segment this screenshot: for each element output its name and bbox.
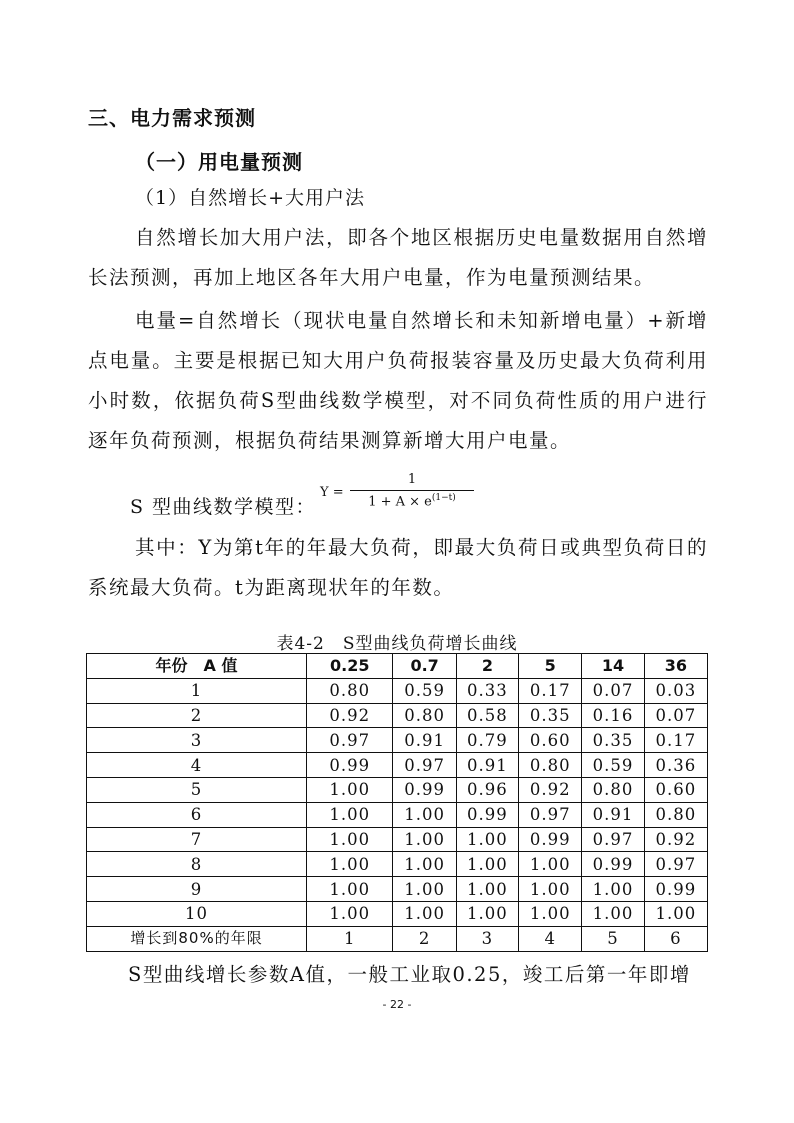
value-cell: 0.80 xyxy=(644,802,707,827)
value-cell: 1.00 xyxy=(582,877,644,902)
value-cell: 0.91 xyxy=(582,802,644,827)
value-cell: 1.00 xyxy=(393,802,456,827)
paragraph-a-value-note: S型曲线增长参数A值，一般工业取0.25，竣工后第一年即增 xyxy=(128,963,691,986)
year-cell: 9 xyxy=(87,877,307,902)
value-cell: 0.17 xyxy=(519,678,582,703)
value-cell: 1.00 xyxy=(307,827,393,852)
year-cell: 3 xyxy=(87,728,307,753)
value-cell: 0.59 xyxy=(582,753,644,778)
value-cell: 1.00 xyxy=(393,827,456,852)
value-cell: 0.79 xyxy=(456,728,518,753)
table-header-row xyxy=(87,654,708,679)
table-row xyxy=(87,852,708,877)
formula-lhs: Y = xyxy=(320,485,344,500)
footer-label-cell: 增长到80%的年限 xyxy=(87,926,307,951)
value-cell: 0.60 xyxy=(519,728,582,753)
table-row xyxy=(87,678,708,703)
value-cell: 1.00 xyxy=(456,852,518,877)
formula-fraction xyxy=(350,470,474,509)
table-row xyxy=(87,877,708,902)
method-heading: （1）自然增长+大用户法 xyxy=(135,187,366,209)
value-cell: 0.97 xyxy=(519,802,582,827)
year-cell: 7 xyxy=(87,827,307,852)
value-cell: 0.35 xyxy=(582,728,644,753)
value-cell: 1.00 xyxy=(307,777,393,802)
paragraph-electricity-formula: 电量=自然增长（现状电量自然增长和未知新增电量）+新增点电量。主要是根据已知大用户负荷报装容量及历史最大负荷利用小时数，依据负荷S型曲线数学模型，对不同负荷性质的用户进行逐年负荷预测，根据负荷结果测算新增大用户电量。 xyxy=(88,309,708,452)
section-heading: 三、电力需求预测 xyxy=(88,106,256,130)
value-cell: 1.00 xyxy=(307,877,393,902)
value-cell: 0.92 xyxy=(519,777,582,802)
year-cell: 4 xyxy=(87,753,307,778)
value-cell: 0.99 xyxy=(519,827,582,852)
value-cell: 0.97 xyxy=(393,753,456,778)
page-number: - 22 - xyxy=(382,998,412,1011)
formula-denominator xyxy=(350,491,474,509)
value-cell: 1.00 xyxy=(519,901,582,926)
footer-value-cell: 4 xyxy=(519,926,582,951)
footer-value-cell: 5 xyxy=(582,926,644,951)
table-caption: 表4-2 S型曲线负荷增长曲线 xyxy=(276,634,518,654)
subsection-heading: （一）用电量预测 xyxy=(135,150,303,174)
year-cell: 8 xyxy=(87,852,307,877)
value-cell: 1.00 xyxy=(456,901,518,926)
header-a-value: 0.25 xyxy=(307,654,393,679)
value-cell: 0.99 xyxy=(307,753,393,778)
value-cell: 0.07 xyxy=(644,703,707,728)
header-a-value: 36 xyxy=(644,654,707,679)
value-cell: 0.07 xyxy=(582,678,644,703)
formula-numerator: 1 xyxy=(407,472,417,487)
value-cell: 1.00 xyxy=(519,877,582,902)
year-cell: 1 xyxy=(87,678,307,703)
value-cell: 0.17 xyxy=(644,728,707,753)
header-year-a-value: 年份 A 值 xyxy=(87,654,307,679)
value-cell: 0.80 xyxy=(307,678,393,703)
formula-label: S 型曲线数学模型： xyxy=(130,496,317,518)
value-cell: 0.99 xyxy=(582,852,644,877)
value-cell: 1.00 xyxy=(307,852,393,877)
value-cell: 0.80 xyxy=(582,777,644,802)
value-cell: 0.91 xyxy=(456,753,518,778)
value-cell: 0.97 xyxy=(582,827,644,852)
value-cell: 1.00 xyxy=(644,901,707,926)
value-cell: 0.35 xyxy=(519,703,582,728)
value-cell: 0.92 xyxy=(307,703,393,728)
value-cell: 0.33 xyxy=(456,678,518,703)
table-row xyxy=(87,728,708,753)
paragraph-variable-definition: 其中：Y为第t年的年最大负荷，即最大负荷日或典型负荷日的系统最大负荷。t为距离现状年的年数。 xyxy=(88,536,708,599)
footer-value-cell: 6 xyxy=(644,926,707,951)
value-cell: 0.58 xyxy=(456,703,518,728)
s-curve-table xyxy=(86,653,708,952)
value-cell: 1.00 xyxy=(393,901,456,926)
value-cell: 0.80 xyxy=(519,753,582,778)
formula-exponent: (1−t) xyxy=(431,493,456,503)
header-a-value: 2 xyxy=(456,654,518,679)
value-cell: 0.96 xyxy=(456,777,518,802)
value-cell: 1.00 xyxy=(519,852,582,877)
value-cell: 1.00 xyxy=(393,852,456,877)
value-cell: 0.60 xyxy=(644,777,707,802)
value-cell: 0.91 xyxy=(393,728,456,753)
value-cell: 0.36 xyxy=(644,753,707,778)
header-a-value: 5 xyxy=(519,654,582,679)
value-cell: 1.00 xyxy=(456,827,518,852)
value-cell: 1.00 xyxy=(582,901,644,926)
value-cell: 0.99 xyxy=(393,777,456,802)
footer-value-cell: 1 xyxy=(307,926,393,951)
header-a-value: 0.7 xyxy=(393,654,456,679)
value-cell: 1.00 xyxy=(307,901,393,926)
table-row xyxy=(87,703,708,728)
year-cell: 10 xyxy=(87,901,307,926)
denominator-base: 1 + A × e xyxy=(368,494,432,510)
table-row xyxy=(87,802,708,827)
value-cell: 0.97 xyxy=(644,852,707,877)
value-cell: 1.00 xyxy=(307,802,393,827)
year-cell: 6 xyxy=(87,802,307,827)
year-cell: 2 xyxy=(87,703,307,728)
value-cell: 0.99 xyxy=(456,802,518,827)
value-cell: 0.59 xyxy=(393,678,456,703)
value-cell: 0.80 xyxy=(393,703,456,728)
value-cell: 0.16 xyxy=(582,703,644,728)
value-cell: 0.03 xyxy=(644,678,707,703)
table-row xyxy=(87,777,708,802)
header-a-value: 14 xyxy=(582,654,644,679)
value-cell: 0.92 xyxy=(644,827,707,852)
value-cell: 1.00 xyxy=(393,877,456,902)
value-cell: 0.99 xyxy=(644,877,707,902)
year-cell: 5 xyxy=(87,777,307,802)
table-row xyxy=(87,827,708,852)
footer-value-cell: 3 xyxy=(456,926,518,951)
value-cell: 1.00 xyxy=(456,877,518,902)
table-footer-row xyxy=(87,926,708,951)
value-cell: 0.97 xyxy=(307,728,393,753)
footer-value-cell: 2 xyxy=(393,926,456,951)
paragraph-method-intro: 自然增长加大用户法，即各个地区根据历史电量数据用自然增长法预测，再加上地区各年大用户电量，作为电量预测结果。 xyxy=(88,226,708,289)
table-row xyxy=(87,753,708,778)
table-row xyxy=(87,901,708,926)
